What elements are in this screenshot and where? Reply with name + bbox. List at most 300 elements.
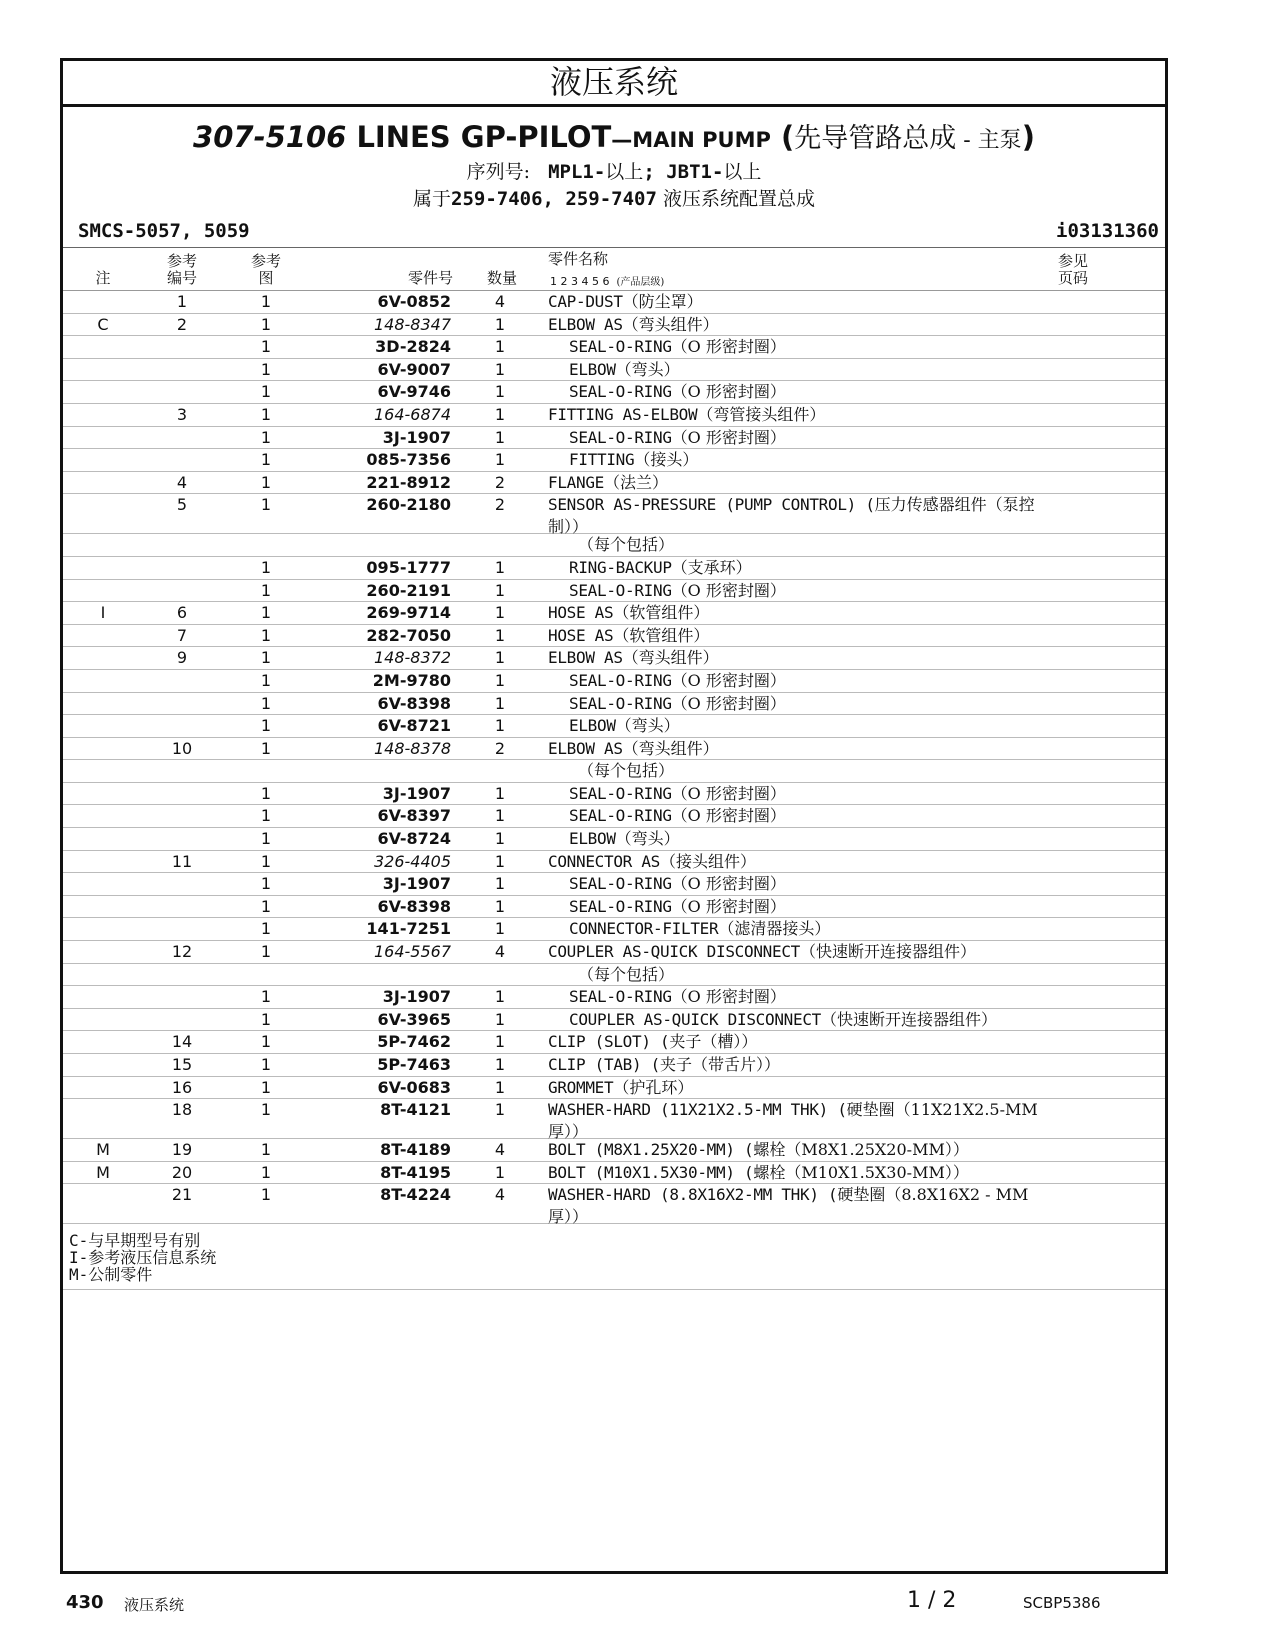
row-part-name-cn: （O 形密封圈） [671, 670, 786, 690]
row-figure: 1 [260, 738, 272, 758]
row-part-name-en: SEAL-O-RING [569, 670, 672, 690]
row-part-name [548, 1139, 1048, 1161]
row-part-name-cn: （每个包括） [578, 964, 675, 984]
row-part-name [569, 693, 1069, 715]
row-part-number: 8T-4189 [380, 1140, 451, 1160]
row-quantity: 1 [494, 557, 506, 577]
row-part-number: 6V-8721 [377, 716, 451, 736]
row-part-number: 6V-8398 [377, 896, 451, 916]
row-figure: 1 [260, 919, 272, 939]
row-figure: 1 [260, 450, 272, 470]
table-row [63, 359, 1165, 382]
row-part-name [548, 625, 1048, 647]
row-part-name [569, 580, 1069, 602]
title-paren-close: ) [1021, 120, 1035, 154]
row-part-name-en: COUPLER AS-QUICK DISCONNECT [548, 942, 800, 962]
row-quantity: 2 [494, 738, 506, 758]
row-part-name [548, 1184, 1048, 1227]
parts-table [63, 291, 1165, 1224]
row-figure: 1 [260, 359, 272, 379]
row-quantity: 1 [494, 987, 506, 1007]
row-part-name [548, 1054, 1048, 1076]
row-part-name-cn: 硬垫圈（11X21X2.5-MM 厚）） [548, 1100, 1038, 1141]
table-row [63, 494, 1165, 534]
row-part-name [569, 670, 1069, 692]
row-part-name-cn: （支承环） [671, 557, 752, 577]
row-figure: 1 [260, 693, 272, 713]
row-part-number: 6V-0852 [377, 292, 451, 311]
row-part-name-en: COUPLER AS-QUICK DISCONNECT [569, 1009, 821, 1029]
row-part-name-cn: （弯头） [615, 716, 680, 736]
table-row [63, 1139, 1165, 1162]
row-part-name [548, 291, 1048, 313]
row-figure: 1 [260, 580, 272, 600]
row-part-number: 141-7251 [366, 919, 451, 939]
row-part-name-cn: （O 形密封圈） [671, 693, 786, 713]
row-part-name-cn: （滤清器接头） [718, 919, 831, 939]
header-ref-line1: 参考 [166, 252, 197, 270]
row-quantity: 1 [494, 716, 506, 736]
row-part-name-cn: （O 形密封圈） [671, 337, 786, 357]
row-figure: 1 [260, 942, 272, 962]
note-text: 参考液压信息系统 [88, 1248, 217, 1268]
row-part-name-en: SEAL-O-RING [569, 783, 672, 803]
row-part-name-cn: （弯头组件） [622, 314, 719, 334]
row-ref-number: 19 [171, 1140, 193, 1160]
row-part-number: 6V-8398 [377, 693, 451, 713]
row-part-number: 164-5567 [373, 942, 451, 962]
row-figure: 1 [260, 1077, 272, 1097]
row-part-name-cn: （O 形密封圈） [671, 987, 786, 1007]
table-row [63, 760, 1165, 783]
row-part-number: 6V-8724 [377, 829, 451, 849]
row-quantity: 1 [494, 1055, 506, 1074]
table-row [63, 918, 1165, 941]
row-part-number: 8T-4224 [380, 1185, 451, 1205]
row-part-name-en: BOLT (M10X1.5X30-MM) ( [548, 1162, 754, 1182]
row-ref-number: 3 [176, 404, 188, 424]
row-part-number: 8T-4195 [380, 1162, 451, 1182]
row-part-name-cn: （防尘罩） [622, 292, 703, 311]
row-part-name-cn: （软管组件） [613, 603, 710, 623]
row-part-name-en: WASHER-HARD (8.8X16X2-MM THK) ( [548, 1185, 838, 1205]
row-part-name-en: ELBOW AS [548, 314, 623, 334]
row-part-name [548, 1099, 1048, 1142]
row-figure: 1 [260, 557, 272, 577]
row-part-name [569, 873, 1069, 895]
notes-block [63, 1224, 1165, 1290]
row-part-name-cn: 夹子（槽）） [669, 1032, 758, 1052]
header-fig-line1: 参考 [250, 252, 281, 270]
row-part-name-cn: （O 形密封圈） [671, 382, 786, 402]
row-note: M [96, 1162, 110, 1182]
row-part-name-cn: （O 形密封圈） [671, 783, 786, 803]
assembly-part-number: 307-5106 [193, 120, 347, 154]
row-figure: 1 [260, 1100, 272, 1120]
row-part-number: 3J-1907 [382, 427, 451, 447]
row-ref-number: 12 [171, 942, 193, 962]
row-part-name-en: SEAL-O-RING [569, 337, 672, 357]
header-part-number: 零件号 [407, 269, 453, 287]
row-ref-number: 18 [171, 1100, 193, 1120]
row-part-name [578, 534, 1078, 556]
row-part-number: 260-2191 [366, 580, 451, 600]
row-part-name-cn: （弯头组件） [622, 738, 719, 758]
row-part-name [548, 314, 1048, 336]
row-quantity: 1 [494, 874, 506, 894]
row-part-name-cn: （护孔环） [613, 1077, 694, 1097]
row-part-name [548, 494, 1048, 537]
row-part-number: 6V-9746 [377, 382, 451, 402]
row-part-name-en: SEAL-O-RING [569, 427, 672, 447]
row-part-name-cn: （快速断开连接器组件） [800, 942, 977, 962]
row-part-name-en: HOSE AS [548, 603, 614, 623]
row-ref-number: 5 [176, 495, 188, 515]
row-figure: 1 [260, 1162, 272, 1182]
note-text: 与早期型号有别 [88, 1231, 201, 1251]
row-part-name [569, 828, 1069, 850]
row-part-name-cn: 压力传感器组件（泵控制）） [548, 495, 1035, 536]
row-part-name-cn: （弯头组件） [622, 648, 719, 668]
row-ref-number: 21 [171, 1185, 193, 1205]
note-i [69, 1249, 1165, 1266]
row-part-name-cn: （O 形密封圈） [671, 580, 786, 600]
row-part-name-cn: （快速断开连接器组件） [821, 1009, 998, 1029]
belongs-prefix: 属于 [413, 188, 452, 210]
table-row [63, 602, 1165, 625]
table-row [63, 580, 1165, 603]
row-figure: 1 [260, 472, 272, 492]
header-quantity: 数量 [486, 269, 517, 287]
belongs-parts: 259-7406, 259-7407 [451, 188, 657, 210]
assembly-title [63, 119, 1165, 159]
serial-range-2: 以上 [723, 161, 762, 183]
row-quantity: 1 [494, 648, 506, 668]
row-part-name [569, 557, 1069, 579]
table-row [63, 828, 1165, 851]
row-ref-number: 11 [171, 851, 193, 871]
row-part-number: 269-9714 [366, 603, 451, 623]
serial-label: 序列号: [466, 161, 530, 183]
row-part-number: 164-6874 [373, 404, 451, 424]
note-code: C- [69, 1231, 89, 1251]
row-part-name-en: ELBOW AS [548, 648, 623, 668]
row-part-name-cn: （软管组件） [613, 625, 710, 645]
row-part-name [548, 941, 1048, 963]
table-row [63, 314, 1165, 337]
row-part-name-en: CAP-DUST [548, 292, 623, 311]
row-quantity: 1 [494, 337, 506, 357]
table-row [63, 670, 1165, 693]
row-quantity: 4 [494, 942, 506, 962]
row-figure: 1 [260, 314, 272, 334]
header-part-name: 零件名称 [548, 250, 609, 268]
row-part-name [569, 896, 1069, 918]
row-quantity: 1 [494, 404, 506, 424]
row-part-number: 8T-4121 [380, 1100, 451, 1120]
note-text: 公制零件 [88, 1265, 153, 1285]
row-part-name [569, 805, 1069, 827]
table-row [63, 738, 1165, 761]
row-quantity: 1 [494, 1032, 506, 1052]
row-part-name-cn: 硬垫圈（8.8X16X2 - MM 厚）） [548, 1185, 1029, 1226]
section-title: 液压系统 [63, 61, 1165, 107]
row-figure: 1 [260, 427, 272, 447]
page-frame [60, 58, 1168, 1574]
row-figure: 1 [260, 670, 272, 690]
row-quantity: 1 [494, 1009, 506, 1029]
row-part-name-en: ELBOW [569, 716, 616, 736]
row-quantity: 1 [494, 603, 506, 623]
table-header [63, 248, 1165, 291]
row-part-name-cn: （每个包括） [578, 535, 675, 555]
table-row [63, 941, 1165, 964]
smcs-code: SMCS-5057, 5059 [78, 220, 250, 242]
note-code: I- [69, 1248, 89, 1268]
row-part-name-en: SEAL-O-RING [569, 382, 672, 402]
row-ref-number: 15 [171, 1055, 193, 1074]
row-part-name-cn: （O 形密封圈） [671, 896, 786, 916]
row-part-name-cn: 夹子（带舌片）） [660, 1055, 781, 1074]
row-quantity: 1 [494, 783, 506, 803]
header-fig-line2: 图 [258, 269, 274, 287]
row-quantity: 1 [494, 382, 506, 402]
row-figure: 1 [260, 874, 272, 894]
row-part-name-en: GROMMET [548, 1077, 614, 1097]
row-quantity: 4 [494, 1140, 506, 1160]
row-ref-number: 4 [176, 472, 188, 492]
header-ref-line2: 编号 [166, 269, 197, 287]
footer-doc-code: SCBP5386 [1023, 1594, 1101, 1612]
row-part-name-en: CLIP (TAB) ( [548, 1055, 660, 1074]
row-part-name-en: SEAL-O-RING [569, 874, 672, 894]
row-part-name-cn: （O 形密封圈） [671, 427, 786, 447]
row-part-name-cn: （法兰） [604, 472, 669, 492]
serial-prefix-1: MPL1- [548, 161, 606, 183]
row-figure: 1 [260, 1140, 272, 1160]
row-quantity: 4 [494, 292, 506, 311]
row-quantity: 1 [494, 314, 506, 334]
table-row [63, 896, 1165, 919]
row-part-name-cn: （弯头） [615, 829, 680, 849]
row-figure: 1 [260, 404, 272, 424]
row-part-name-cn: （接头） [634, 450, 699, 470]
table-row [63, 557, 1165, 580]
note-m [69, 1266, 1165, 1283]
row-figure: 1 [260, 829, 272, 849]
row-ref-number: 6 [176, 603, 188, 623]
footer-section: 液压系统 [124, 1596, 185, 1614]
row-quantity: 1 [494, 427, 506, 447]
row-part-number: 3J-1907 [382, 783, 451, 803]
row-quantity: 2 [494, 472, 506, 492]
table-row [63, 851, 1165, 874]
row-ref-number: 10 [171, 738, 193, 758]
row-part-name-cn: （O 形密封圈） [671, 874, 786, 894]
row-part-name [548, 404, 1048, 426]
table-row [63, 1031, 1165, 1054]
row-figure: 1 [260, 1009, 272, 1029]
row-quantity: 1 [494, 450, 506, 470]
row-figure: 1 [260, 495, 272, 515]
table-row [63, 986, 1165, 1009]
row-ref-number: 2 [176, 314, 188, 334]
row-part-name-en: SENSOR AS-PRESSURE (PUMP CONTROL) ( [548, 495, 875, 515]
row-ref-number: 1 [176, 292, 188, 311]
row-part-name-cn: （弯头） [615, 359, 680, 379]
table-row [63, 449, 1165, 472]
row-figure: 1 [260, 987, 272, 1007]
row-part-number: 148-8347 [373, 314, 451, 334]
row-part-name-en: BOLT (M8X1.25X20-MM) ( [548, 1140, 754, 1160]
title-cn-separator: - [956, 128, 978, 153]
row-quantity: 1 [494, 829, 506, 849]
row-part-name-cn: （每个包括） [578, 761, 675, 781]
row-figure: 1 [260, 625, 272, 645]
table-row [63, 534, 1165, 557]
row-part-name-en: WASHER-HARD (11X21X2.5-MM THK) ( [548, 1100, 847, 1120]
row-quantity: 1 [494, 359, 506, 379]
header-page-line1: 参见 [1057, 252, 1088, 270]
row-ref-number: 9 [176, 648, 188, 668]
belongs-line [63, 186, 1165, 213]
row-part-name-en: SEAL-O-RING [569, 987, 672, 1007]
header-levels-numbers: 1 2 3 4 5 6 [550, 275, 610, 288]
row-part-name [548, 851, 1048, 873]
row-part-number: 3J-1907 [382, 987, 451, 1007]
row-quantity: 1 [494, 693, 506, 713]
row-part-name [569, 336, 1069, 358]
row-part-name-cn: 螺栓（M8X1.25X20-MM）） [753, 1140, 969, 1160]
row-quantity: 1 [494, 806, 506, 826]
row-figure: 1 [260, 1185, 272, 1205]
row-part-name [569, 918, 1069, 940]
table-row [63, 1009, 1165, 1032]
row-part-name-en: FITTING AS-ELBOW [548, 404, 698, 424]
table-row [63, 1162, 1165, 1185]
table-row [63, 647, 1165, 670]
row-part-name-en: CONNECTOR AS [548, 851, 660, 871]
row-figure: 1 [260, 783, 272, 803]
table-row [63, 336, 1165, 359]
serial-range-1: 以上 [605, 161, 644, 183]
table-row [63, 805, 1165, 828]
row-part-name-en: RING-BACKUP [569, 557, 672, 577]
table-row [63, 1184, 1165, 1224]
row-part-name-cn: （接头组件） [660, 851, 757, 871]
smcs-row [63, 217, 1165, 248]
row-quantity: 4 [494, 1185, 506, 1205]
header-levels-label: (产品层级) [616, 277, 665, 288]
row-figure: 1 [260, 382, 272, 402]
row-part-number: 260-2180 [366, 495, 451, 515]
header-note: 注 [95, 269, 111, 287]
table-row [63, 291, 1165, 314]
note-c [69, 1232, 1165, 1249]
row-part-name-cn: （弯管接头组件） [697, 404, 826, 424]
row-part-name [548, 472, 1048, 494]
table-row [63, 427, 1165, 450]
header-page-line2: 页码 [1057, 269, 1088, 287]
row-ref-number: 7 [176, 625, 188, 645]
row-figure: 1 [260, 1032, 272, 1052]
row-note: C [97, 314, 109, 334]
table-row [63, 381, 1165, 404]
assembly-name-cn-sub: 主泵 [977, 128, 1022, 153]
row-part-number: 3D-2824 [375, 337, 451, 357]
row-part-name [569, 427, 1069, 449]
footer-page-of: 1 / 2 [907, 1588, 957, 1613]
row-part-number: 6V-0683 [377, 1077, 451, 1097]
row-part-number: 3J-1907 [382, 874, 451, 894]
row-part-name [578, 964, 1078, 986]
row-quantity: 1 [494, 625, 506, 645]
row-part-number: 095-1777 [366, 557, 451, 577]
row-part-name-en: ELBOW [569, 829, 616, 849]
row-figure: 1 [260, 716, 272, 736]
table-row [63, 1099, 1165, 1139]
row-part-name [578, 760, 1078, 782]
row-part-number: 148-8372 [373, 648, 451, 668]
row-part-name-en: SEAL-O-RING [569, 806, 672, 826]
row-quantity: 1 [494, 919, 506, 939]
row-note: M [96, 1140, 110, 1160]
row-part-name-en: CLIP (SLOT) ( [548, 1032, 670, 1052]
row-part-number: 5P-7462 [377, 1032, 451, 1052]
row-part-number: 326-4405 [373, 851, 451, 871]
assembly-name-cn: 先导管路总成 [794, 123, 957, 154]
row-part-name-en: FLANGE [548, 472, 604, 492]
assembly-name-sub: —MAIN PUMP [611, 128, 771, 152]
title-paren-open: ( [770, 120, 795, 154]
row-quantity: 1 [494, 580, 506, 600]
belongs-suffix: 液压系统配置总成 [656, 188, 815, 210]
row-figure: 1 [260, 337, 272, 357]
row-ref-number: 16 [171, 1077, 193, 1097]
row-part-number: 148-8378 [373, 738, 451, 758]
row-part-name-en: ELBOW AS [548, 738, 623, 758]
row-quantity: 1 [494, 1077, 506, 1097]
row-part-name [548, 1162, 1048, 1184]
row-quantity: 1 [494, 851, 506, 871]
serial-prefix-2: JBT1- [666, 161, 724, 183]
row-quantity: 1 [494, 1100, 506, 1120]
table-row [63, 472, 1165, 495]
row-part-number: 6V-8397 [377, 806, 451, 826]
row-part-name [569, 1009, 1069, 1031]
row-figure: 1 [260, 292, 272, 311]
serial-line [63, 159, 1165, 186]
table-row [63, 873, 1165, 896]
table-row [63, 693, 1165, 716]
row-part-name [569, 715, 1069, 737]
table-row [63, 715, 1165, 738]
row-figure: 1 [260, 896, 272, 916]
row-part-number: 2M-9780 [372, 670, 451, 690]
row-part-number: 5P-7463 [377, 1055, 451, 1074]
row-figure: 1 [260, 1055, 272, 1074]
row-part-name-en: SEAL-O-RING [569, 896, 672, 916]
row-part-name [569, 381, 1069, 403]
row-part-name-en: FITTING [569, 450, 635, 470]
table-row [63, 404, 1165, 427]
row-part-name [548, 738, 1048, 760]
row-quantity: 1 [494, 1162, 506, 1182]
row-part-name-en: CONNECTOR-FILTER [569, 919, 719, 939]
row-figure: 1 [260, 603, 272, 623]
table-row [63, 1054, 1165, 1077]
page-footer [0, 1588, 1275, 1622]
